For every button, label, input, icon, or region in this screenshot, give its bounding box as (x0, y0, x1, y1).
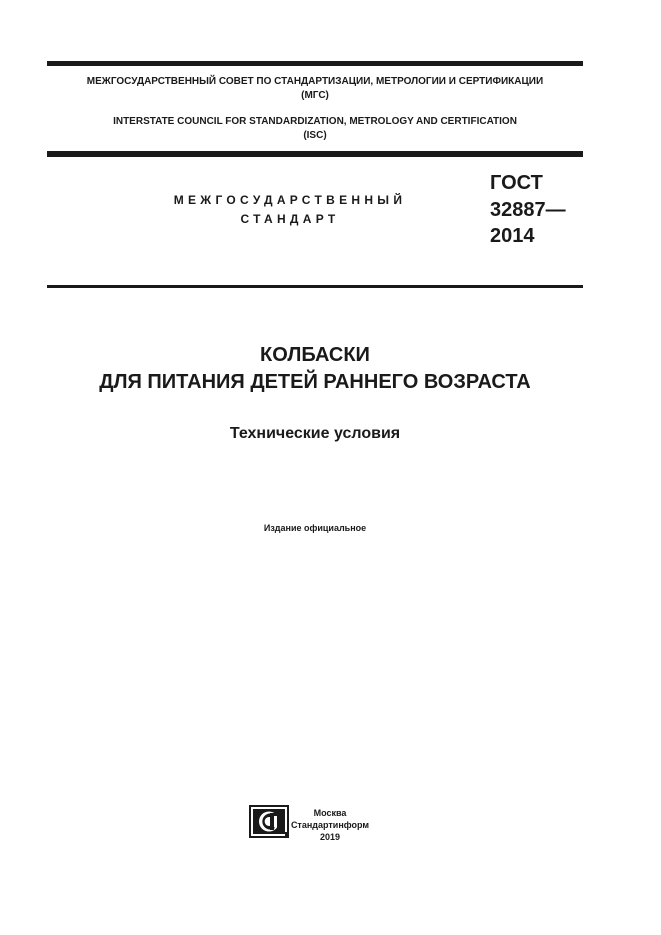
imprint-city: Москва (313, 808, 347, 818)
gost-designation: ГОСТ (490, 172, 543, 194)
council-en-abbr: (ISC) (303, 130, 327, 141)
document-title-line-1: КОЛБАСКИ (260, 344, 370, 366)
edition-note: Издание официальное (263, 523, 367, 533)
middle-rule (47, 151, 583, 157)
gost-year: 2014 (490, 225, 535, 247)
gost-number: 32887— (490, 199, 566, 221)
imprint-publisher: Стандартинформ (290, 820, 370, 830)
document-title-line-2: ДЛЯ ПИТАНИЯ ДЕТЕЙ РАННЕГО ВОЗРАСТА (99, 371, 531, 393)
council-ru (47, 75, 583, 103)
council-ru-name: МЕЖГОСУДАРСТВЕННЫЙ СОВЕТ ПО СТАНДАРТИЗАЦИИ, МЕТРОЛОГИИ И СЕРТИФИКАЦИИ (86, 76, 544, 87)
council-en-name: INTERSTATE COUNCIL FOR STANDARDIZATION, METROLOGY AND CERTIFICATION (113, 116, 517, 127)
document-subtitle: Технические условия (229, 425, 401, 442)
standard-type-line-1: МЕЖГОСУДАРСТВЕННЫЙ (173, 193, 407, 207)
imprint-year: 2019 (319, 832, 341, 842)
standartinform-logo-icon (249, 805, 289, 838)
bottom-rule (47, 285, 583, 288)
standard-type-line-2: СТАНДАРТ (240, 212, 340, 226)
council-en (47, 115, 583, 143)
council-ru-abbr: (МГС) (301, 90, 329, 101)
top-rule (47, 61, 583, 66)
